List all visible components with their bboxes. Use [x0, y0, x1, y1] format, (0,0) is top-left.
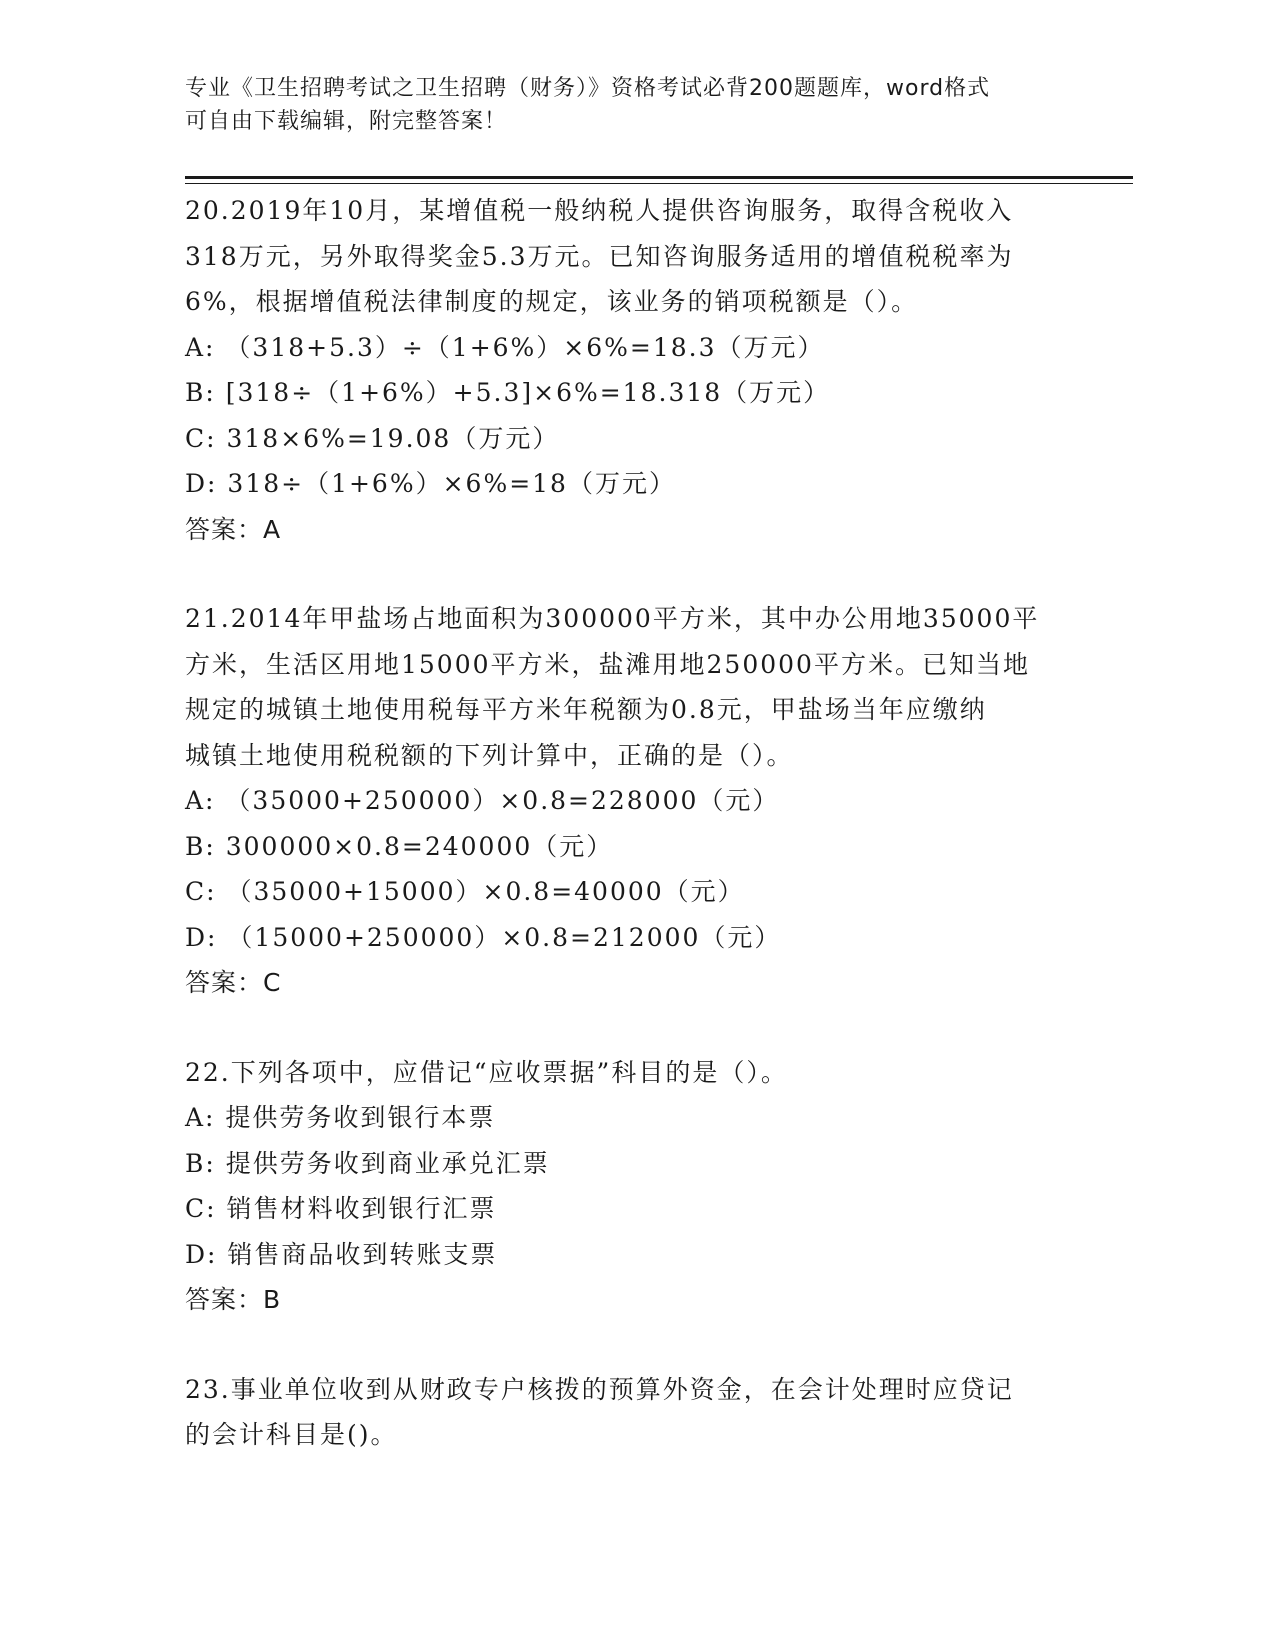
question-list [185, 188, 1085, 1458]
answer-line: 答案：C [185, 968, 282, 997]
question-21 [185, 596, 1085, 1006]
option-c: C: （35000+15000）×0.8=40000（元） [185, 877, 745, 906]
answer-line: 答案：B [185, 1285, 282, 1314]
question-stem-line: 22.下列各项中，应借记“应收票据”科目的是（）。 [185, 1057, 788, 1087]
option-a: A: （35000+250000）×0.8=228000（元） [185, 786, 780, 815]
option-a: A: 提供劳务收到银行本票 [185, 1103, 496, 1132]
option-d: D: （15000+250000）×0.8=212000（元） [185, 922, 782, 952]
question-stem-line: 城镇土地使用税税额的下列计算中，正确的是（）。 [185, 740, 794, 770]
option-a: A: （318+5.3）÷（1+6%）×6%=18.3（万元） [185, 332, 825, 362]
question-23 [185, 1367, 1085, 1458]
question-stem-line: 6%，根据增值税法律制度的规定，该业务的销项税额是（）。 [185, 287, 919, 316]
option-c: C: 318×6%=19.08（万元） [185, 423, 560, 453]
header-divider-thin [185, 183, 1133, 184]
option-b: B: 300000×0.8=240000（元） [185, 831, 614, 861]
document-header [185, 72, 1085, 138]
question-22 [185, 1050, 1085, 1323]
option-b: B: [318÷（1+6%）+5.3]×6%=18.318（万元） [185, 378, 831, 407]
header-divider-thick [185, 176, 1133, 179]
answer-line: 答案：A [185, 514, 282, 544]
question-stem-line: 20.2019年10月，某增值税一般纳税人提供咨询服务，取得含税收入 [185, 196, 1014, 225]
option-d: D: 销售商品收到转账支票 [185, 1239, 498, 1269]
question-stem-line: 23.事业单位收到从财政专户核拨的预算外资金，在会计处理时应贷记 [185, 1374, 1014, 1404]
question-stem-line: 318万元，另外取得奖金5.3万元。已知咨询服务适用的增值税税率为 [185, 241, 1014, 271]
question-20 [185, 188, 1085, 552]
option-d: D: 318÷（1+6%）×6%=18（万元） [185, 469, 676, 498]
question-stem-line: 方米，生活区用地15000平方米，盐滩用地250000平方米。已知当地 [185, 649, 1030, 679]
header-line: 可自由下载编辑，附完整答案！ [185, 109, 508, 134]
question-stem-line: 的会计科目是()。 [185, 1420, 398, 1449]
option-b: B: 提供劳务收到商业承兑汇票 [185, 1148, 550, 1178]
question-stem-line: 规定的城镇土地使用税每平方米年税额为0.8元，甲盐场当年应缴纳 [185, 695, 987, 724]
question-stem-line: 21.2014年甲盐场占地面积为300000平方米，其中办公用地35000平 [185, 604, 1040, 633]
option-c: C: 销售材料收到银行汇票 [185, 1194, 497, 1223]
header-line: 专业《卫生招聘考试之卫生招聘（财务）》资格考试必背200题题库，word格式 [185, 76, 991, 101]
